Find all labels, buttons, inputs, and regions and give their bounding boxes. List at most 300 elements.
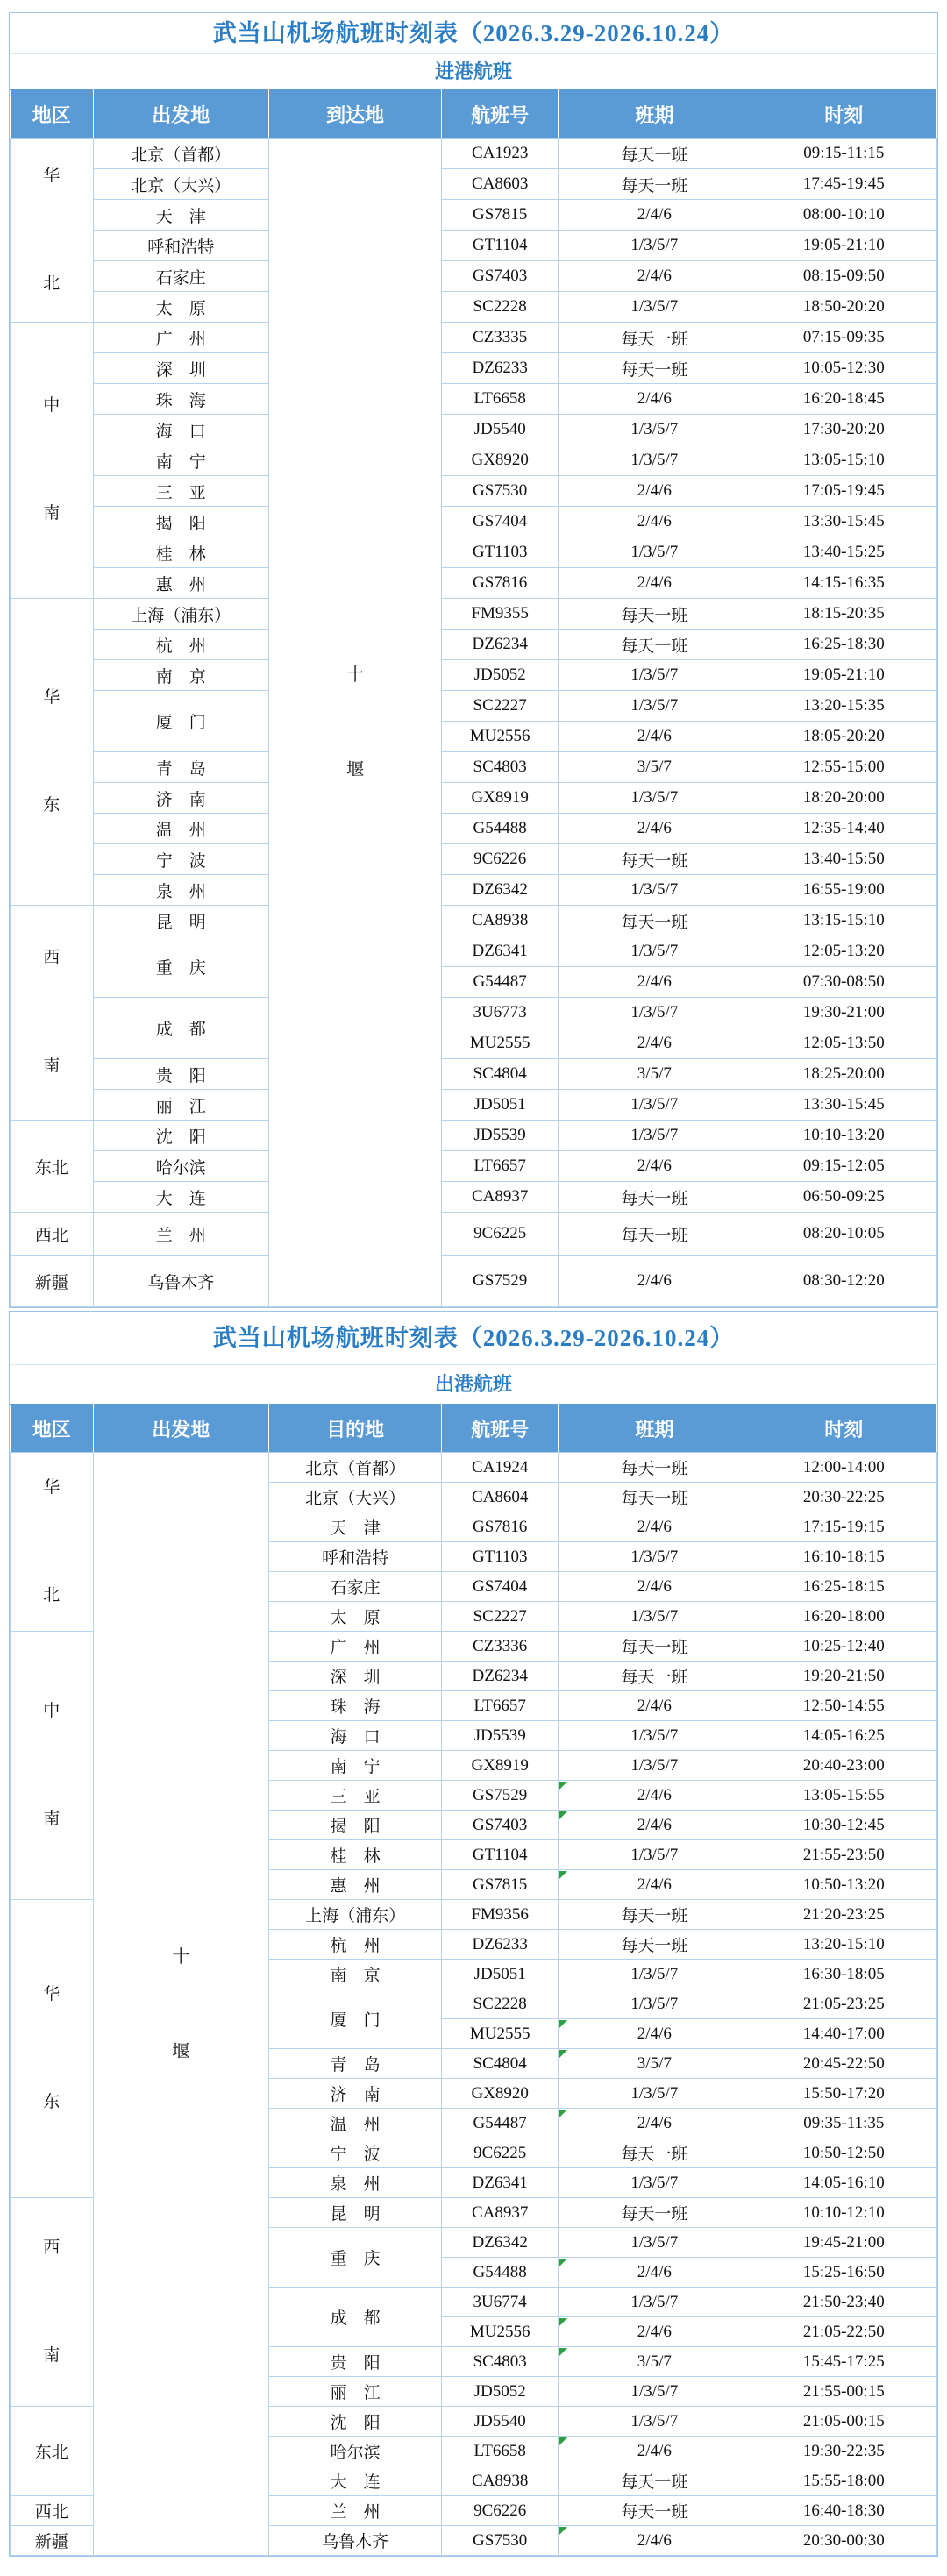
time-cell: 17:05-19:45 — [751, 476, 936, 507]
flight-cell: GX8919 — [442, 783, 559, 814]
days-cell: 每天一班 — [559, 1182, 751, 1213]
days-cell: 2/4/6 — [559, 1512, 751, 1542]
time-cell: 06:50-09:25 — [751, 1182, 936, 1213]
days-cell: 每天一班 — [559, 599, 751, 630]
flight-row — [11, 936, 937, 967]
flight-cell: CA8604 — [442, 1483, 559, 1512]
days-cell: 每天一班 — [559, 2198, 751, 2228]
flight-cell: JD5051 — [442, 1090, 559, 1121]
days-cell: 3/5/7 — [559, 752, 751, 783]
flight-row — [11, 630, 937, 660]
time-cell: 10:10-13:20 — [751, 1121, 936, 1151]
city-cell: 乌鲁木齐 — [268, 2526, 441, 2556]
arrivals-subtitle: 进港航班 — [434, 60, 512, 82]
city-cell: 北京（首都） — [93, 139, 268, 169]
excel-error-indicator-icon — [559, 2110, 567, 2117]
days-cell: 每天一班 — [559, 1213, 751, 1256]
flight-row — [11, 169, 937, 200]
hub-cell: 十 堰 — [268, 139, 441, 1307]
flight-cell: SC2227 — [442, 1602, 559, 1632]
flight-cell: DZ6234 — [442, 1662, 559, 1691]
flight-row — [11, 1090, 937, 1121]
flight-cell: DZ6233 — [442, 353, 559, 384]
flight-cell: G54487 — [442, 967, 559, 998]
time-cell: 16:25-18:30 — [751, 630, 936, 660]
flight-cell: G54488 — [442, 2258, 559, 2288]
flight-row — [11, 537, 937, 568]
flight-cell: 9C6226 — [442, 2496, 559, 2526]
time-cell: 15:50-17:20 — [751, 2079, 936, 2109]
days-cell: 2/4/6 — [559, 2019, 751, 2049]
days-cell: 每天一班 — [559, 2138, 751, 2168]
time-cell: 10:05-12:30 — [751, 353, 936, 384]
days-cell: 1/3/5/7 — [559, 292, 751, 323]
days-cell: 1/3/5/7 — [559, 1960, 751, 1989]
city-cell: 桂 林 — [268, 1840, 441, 1870]
column-header: 班期 — [559, 1405, 751, 1453]
time-cell: 13:40-15:50 — [751, 844, 936, 875]
time-cell: 17:30-20:20 — [751, 415, 936, 445]
column-header: 出发地 — [93, 90, 268, 139]
days-cell: 每天一班 — [559, 1662, 751, 1691]
city-cell: 济 南 — [93, 783, 268, 814]
city-cell: 青 岛 — [268, 2049, 441, 2079]
flight-cell: SC4804 — [442, 2049, 559, 2079]
flight-row — [11, 231, 937, 261]
flight-cell: CA8938 — [442, 906, 559, 936]
time-cell: 07:30-08:50 — [751, 967, 936, 998]
time-cell: 14:15-16:35 — [751, 568, 936, 599]
column-header: 时刻 — [751, 1405, 936, 1453]
days-cell: 1/3/5/7 — [559, 783, 751, 814]
city-cell: 南 宁 — [268, 1751, 441, 1781]
days-cell: 2/4/6 — [559, 568, 751, 599]
time-cell: 19:05-21:10 — [751, 231, 936, 261]
days-cell: 2/4/6 — [559, 1691, 751, 1721]
flight-cell: GT1104 — [442, 1840, 559, 1870]
city-cell: 海 口 — [268, 1721, 441, 1751]
time-cell: 15:25-16:50 — [751, 2258, 936, 2288]
flight-cell: CA8938 — [442, 2466, 559, 2496]
flight-cell: LT6658 — [442, 384, 559, 415]
city-cell: 贵 阳 — [93, 1059, 268, 1090]
flight-cell: DZ6341 — [442, 936, 559, 967]
city-cell: 石家庄 — [268, 1572, 441, 1602]
region-cell: 西北 — [11, 1213, 94, 1256]
city-cell: 重 庆 — [93, 936, 268, 998]
city-cell: 杭 州 — [268, 1930, 441, 1960]
city-cell: 沈 阳 — [268, 2407, 441, 2437]
days-cell: 2/4/6 — [559, 200, 751, 231]
days-cell: 2/4/6 — [559, 1572, 751, 1602]
time-cell: 13:15-15:10 — [751, 906, 936, 936]
time-cell: 17:45-19:45 — [751, 169, 936, 200]
time-cell: 21:05-00:15 — [751, 2407, 936, 2437]
flight-cell: 9C6225 — [442, 1213, 559, 1256]
city-cell: 丽 江 — [268, 2377, 441, 2407]
time-cell: 08:15-09:50 — [751, 261, 936, 292]
days-cell: 1/3/5/7 — [559, 231, 751, 261]
region-cell: 东北 — [11, 1121, 94, 1213]
time-cell: 12:35-14:40 — [751, 814, 936, 844]
flight-row — [11, 1059, 937, 1090]
days-cell: 每天一班 — [559, 323, 751, 353]
flight-cell: MU2555 — [442, 2019, 559, 2049]
flight-row — [11, 1213, 937, 1256]
days-cell: 2/4/6 — [559, 2526, 751, 2556]
city-cell: 太 原 — [93, 292, 268, 323]
column-header: 地区 — [11, 90, 94, 139]
time-cell: 12:55-15:00 — [751, 752, 936, 783]
time-cell: 19:30-22:35 — [751, 2437, 936, 2466]
region-cell: 中 南 — [11, 1632, 94, 1900]
time-cell: 21:05-23:25 — [751, 1989, 936, 2019]
flight-row — [11, 1256, 937, 1307]
days-cell: 每天一班 — [559, 1632, 751, 1662]
flight-cell: 9C6225 — [442, 2138, 559, 2168]
city-cell: 三 亚 — [93, 476, 268, 507]
flight-cell: LT6657 — [442, 1691, 559, 1721]
city-cell: 泉 州 — [268, 2168, 441, 2198]
city-cell: 天 津 — [268, 1512, 441, 1542]
city-cell: 北京（首都） — [268, 1453, 441, 1483]
flight-row — [11, 261, 937, 292]
region-cell: 西 南 — [11, 906, 94, 1121]
city-cell: 温 州 — [93, 814, 268, 844]
flight-cell: CA8937 — [442, 2198, 559, 2228]
city-cell: 桂 林 — [93, 537, 268, 568]
column-header: 航班号 — [442, 1405, 559, 1453]
city-cell: 丽 江 — [93, 1090, 268, 1121]
time-cell: 20:30-00:30 — [751, 2526, 936, 2556]
time-cell: 10:10-12:10 — [751, 2198, 936, 2228]
days-cell: 3/5/7 — [559, 2049, 751, 2079]
time-cell: 07:15-09:35 — [751, 323, 936, 353]
flight-cell: GS7816 — [442, 1512, 559, 1542]
time-cell: 12:05-13:20 — [751, 936, 936, 967]
column-header: 时刻 — [751, 90, 936, 139]
days-cell: 2/4/6 — [559, 2317, 751, 2347]
time-cell: 17:15-19:15 — [751, 1512, 936, 1542]
city-cell: 厦 门 — [93, 691, 268, 752]
flight-cell: SC4803 — [442, 752, 559, 783]
flight-cell: CZ3335 — [442, 323, 559, 353]
time-cell: 12:00-14:00 — [751, 1453, 936, 1483]
column-header: 目的地 — [268, 1405, 441, 1453]
time-cell: 14:05-16:10 — [751, 2168, 936, 2198]
days-cell: 每天一班 — [559, 1900, 751, 1930]
city-cell: 兰 州 — [93, 1213, 268, 1256]
flight-cell: GS7815 — [442, 1870, 559, 1900]
flight-row — [11, 1182, 937, 1213]
flight-row — [11, 752, 937, 783]
time-cell: 16:40-18:30 — [751, 2496, 936, 2526]
flight-cell: GT1103 — [442, 1542, 559, 1572]
days-cell: 1/3/5/7 — [559, 1751, 751, 1781]
time-cell: 13:05-15:55 — [751, 1781, 936, 1811]
time-cell: 12:05-13:50 — [751, 1028, 936, 1059]
days-cell: 2/4/6 — [559, 507, 751, 537]
days-cell: 2/4/6 — [559, 384, 751, 415]
days-cell: 1/3/5/7 — [559, 415, 751, 445]
flight-cell: CA1923 — [442, 139, 559, 169]
time-cell: 12:50-14:55 — [751, 1691, 936, 1721]
time-cell: 20:30-22:25 — [751, 1483, 936, 1512]
days-cell: 每天一班 — [559, 630, 751, 660]
days-cell: 1/3/5/7 — [559, 936, 751, 967]
city-cell: 惠 州 — [93, 568, 268, 599]
flight-cell: GT1104 — [442, 231, 559, 261]
city-cell: 深 圳 — [268, 1662, 441, 1691]
city-cell: 厦 门 — [268, 1989, 441, 2049]
flight-cell: DZ6342 — [442, 875, 559, 906]
region-cell: 中 南 — [11, 323, 94, 599]
region-cell: 华 东 — [11, 1900, 94, 2198]
flight-row — [11, 200, 937, 231]
time-cell: 18:20-20:00 — [751, 783, 936, 814]
time-cell: 10:50-13:20 — [751, 1870, 936, 1900]
city-cell: 南 京 — [268, 1960, 441, 1989]
flight-cell: CA8937 — [442, 1182, 559, 1213]
days-cell: 1/3/5/7 — [559, 691, 751, 722]
flight-row — [11, 998, 937, 1028]
flight-cell: FM9356 — [442, 1900, 559, 1930]
flight-cell: GS7530 — [442, 2526, 559, 2556]
time-cell: 13:20-15:35 — [751, 691, 936, 722]
departures-block — [9, 1311, 938, 2557]
city-cell: 南 宁 — [93, 445, 268, 476]
days-cell: 每天一班 — [559, 1453, 751, 1483]
time-cell: 13:40-15:25 — [751, 537, 936, 568]
flight-row — [11, 415, 937, 445]
days-cell: 每天一班 — [559, 906, 751, 936]
days-cell: 每天一班 — [559, 169, 751, 200]
time-cell: 10:50-12:50 — [751, 2138, 936, 2168]
days-cell: 2/4/6 — [559, 1151, 751, 1182]
excel-error-indicator-icon — [559, 2050, 567, 2058]
header-row — [11, 1405, 937, 1453]
region-cell: 新疆 — [11, 1256, 94, 1307]
excel-error-indicator-icon — [559, 2527, 567, 2535]
days-cell: 1/3/5/7 — [559, 1121, 751, 1151]
city-cell: 重 庆 — [268, 2228, 441, 2288]
flight-cell: G54487 — [442, 2109, 559, 2138]
city-cell: 温 州 — [268, 2109, 441, 2138]
city-cell: 成 都 — [93, 998, 268, 1059]
flight-row — [11, 1151, 937, 1182]
flight-row — [11, 1453, 937, 1483]
flight-cell: G54488 — [442, 814, 559, 844]
time-cell: 19:30-21:00 — [751, 998, 936, 1028]
days-cell: 1/3/5/7 — [559, 998, 751, 1028]
flight-cell: FM9355 — [442, 599, 559, 630]
city-cell: 昆 明 — [268, 2198, 441, 2228]
days-cell: 3/5/7 — [559, 1059, 751, 1090]
city-cell: 珠 海 — [93, 384, 268, 415]
flight-cell: DZ6233 — [442, 1930, 559, 1960]
city-cell: 泉 州 — [93, 875, 268, 906]
flight-cell: SC4804 — [442, 1059, 559, 1090]
days-cell: 2/4/6 — [559, 1811, 751, 1840]
time-cell: 10:25-12:40 — [751, 1632, 936, 1662]
time-cell: 14:40-17:00 — [751, 2019, 936, 2049]
flight-row — [11, 139, 937, 169]
flight-row — [11, 844, 937, 875]
flight-cell: GX8920 — [442, 445, 559, 476]
flight-row — [11, 445, 937, 476]
days-cell: 1/3/5/7 — [559, 875, 751, 906]
days-cell: 2/4/6 — [559, 814, 751, 844]
city-cell: 天 津 — [93, 200, 268, 231]
city-cell: 海 口 — [93, 415, 268, 445]
time-cell: 09:35-11:35 — [751, 2109, 936, 2138]
flight-row — [11, 384, 937, 415]
time-cell: 16:25-18:15 — [751, 1572, 936, 1602]
days-cell: 每天一班 — [559, 1483, 751, 1512]
city-cell: 北京（大兴） — [93, 169, 268, 200]
days-cell: 2/4/6 — [559, 261, 751, 292]
time-cell: 13:05-15:10 — [751, 445, 936, 476]
hub-cell: 十 堰 — [93, 1453, 268, 2556]
days-cell: 2/4/6 — [559, 1256, 751, 1307]
time-cell: 19:20-21:50 — [751, 1662, 936, 1691]
flight-row — [11, 353, 937, 384]
excel-error-indicator-icon — [559, 2318, 567, 2326]
flight-cell: DZ6342 — [442, 2228, 559, 2258]
days-cell: 1/3/5/7 — [559, 1602, 751, 1632]
column-header: 出发地 — [93, 1405, 268, 1453]
days-cell: 每天一班 — [559, 2466, 751, 2496]
time-cell: 13:30-15:45 — [751, 1090, 936, 1121]
days-cell: 1/3/5/7 — [559, 2377, 751, 2407]
city-cell: 南 京 — [93, 660, 268, 691]
days-cell: 每天一班 — [559, 139, 751, 169]
city-cell: 揭 阳 — [93, 507, 268, 537]
flight-cell: CA8603 — [442, 169, 559, 200]
time-cell: 08:20-10:05 — [751, 1213, 936, 1256]
flight-row — [11, 691, 937, 722]
flight-cell: GT1103 — [442, 537, 559, 568]
flight-cell: GX8920 — [442, 2079, 559, 2109]
flight-row — [11, 292, 937, 323]
city-cell: 乌鲁木齐 — [93, 1256, 268, 1307]
region-cell: 华 东 — [11, 599, 94, 906]
excel-error-indicator-icon — [559, 1782, 567, 1790]
region-cell: 西 南 — [11, 2198, 94, 2407]
flight-cell: MU2556 — [442, 722, 559, 752]
flight-cell: JD5540 — [442, 415, 559, 445]
days-cell: 2/4/6 — [559, 2109, 751, 2138]
city-cell: 广 州 — [93, 323, 268, 353]
days-cell: 1/3/5/7 — [559, 2288, 751, 2317]
days-cell: 每天一班 — [559, 844, 751, 875]
days-cell: 3/5/7 — [559, 2347, 751, 2377]
city-cell: 宁 波 — [93, 844, 268, 875]
flight-cell: CZ3336 — [442, 1632, 559, 1662]
city-cell: 昆 明 — [93, 906, 268, 936]
time-cell: 18:15-20:35 — [751, 599, 936, 630]
days-cell: 1/3/5/7 — [559, 2168, 751, 2198]
excel-error-indicator-icon — [559, 1871, 567, 1879]
city-cell: 呼和浩特 — [93, 231, 268, 261]
flight-cell: MU2556 — [442, 2317, 559, 2347]
time-cell: 20:40-23:00 — [751, 1751, 936, 1781]
flight-cell: GS7404 — [442, 507, 559, 537]
city-cell: 石家庄 — [93, 261, 268, 292]
flight-row — [11, 1121, 937, 1151]
city-cell: 呼和浩特 — [268, 1542, 441, 1572]
flight-row — [11, 875, 937, 906]
flight-cell: GS7529 — [442, 1256, 559, 1307]
city-cell: 揭 阳 — [268, 1811, 441, 1840]
time-cell: 21:55-23:50 — [751, 1840, 936, 1870]
region-cell: 华 北 — [11, 1453, 94, 1632]
time-cell: 19:05-21:10 — [751, 660, 936, 691]
region-cell: 华 北 — [11, 139, 94, 323]
city-cell: 北京（大兴） — [268, 1483, 441, 1512]
column-header: 班期 — [559, 90, 751, 139]
arrivals-table — [10, 89, 937, 1307]
flight-cell: JD5540 — [442, 2407, 559, 2437]
flight-cell: JD5052 — [442, 660, 559, 691]
time-cell: 18:05-20:20 — [751, 722, 936, 752]
flight-cell: GS7403 — [442, 1811, 559, 1840]
flight-row — [11, 660, 937, 691]
time-cell: 21:20-23:25 — [751, 1900, 936, 1930]
flight-cell: MU2555 — [442, 1028, 559, 1059]
header-row — [11, 90, 937, 139]
flight-row — [11, 323, 937, 353]
flight-cell: LT6657 — [442, 1151, 559, 1182]
days-cell: 1/3/5/7 — [559, 2228, 751, 2258]
time-cell: 21:55-00:15 — [751, 2377, 936, 2407]
days-cell: 2/4/6 — [559, 722, 751, 752]
city-cell: 珠 海 — [268, 1691, 441, 1721]
city-cell: 哈尔滨 — [268, 2437, 441, 2466]
flight-cell: CA1924 — [442, 1453, 559, 1483]
city-cell: 大 连 — [268, 2466, 441, 2496]
flight-cell: SC2227 — [442, 691, 559, 722]
flight-row — [11, 814, 937, 844]
city-cell: 广 州 — [268, 1632, 441, 1662]
flight-row — [11, 568, 937, 599]
flight-cell: DZ6234 — [442, 630, 559, 660]
city-cell: 太 原 — [268, 1602, 441, 1632]
flight-cell: SC4803 — [442, 2347, 559, 2377]
time-cell: 08:30-12:20 — [751, 1256, 936, 1307]
time-cell: 16:20-18:00 — [751, 1602, 936, 1632]
days-cell: 2/4/6 — [559, 1870, 751, 1900]
flight-cell: JD5052 — [442, 2377, 559, 2407]
time-cell: 15:45-17:25 — [751, 2347, 936, 2377]
flight-cell: GS7815 — [442, 200, 559, 231]
flight-row — [11, 507, 937, 537]
flight-row — [11, 906, 937, 936]
time-cell: 21:50-23:40 — [751, 2288, 936, 2317]
excel-error-indicator-icon — [559, 2020, 567, 2028]
days-cell: 2/4/6 — [559, 1028, 751, 1059]
time-cell: 21:05-22:50 — [751, 2317, 936, 2347]
city-cell: 惠 州 — [268, 1870, 441, 1900]
time-cell: 20:45-22:50 — [751, 2049, 936, 2079]
days-cell: 每天一班 — [559, 353, 751, 384]
flight-cell: JD5051 — [442, 1960, 559, 1989]
flight-cell: 3U6774 — [442, 2288, 559, 2317]
excel-error-indicator-icon — [559, 2259, 567, 2266]
time-cell: 09:15-12:05 — [751, 1151, 936, 1182]
time-cell: 15:55-18:00 — [751, 2466, 936, 2496]
days-cell: 1/3/5/7 — [559, 1542, 751, 1572]
